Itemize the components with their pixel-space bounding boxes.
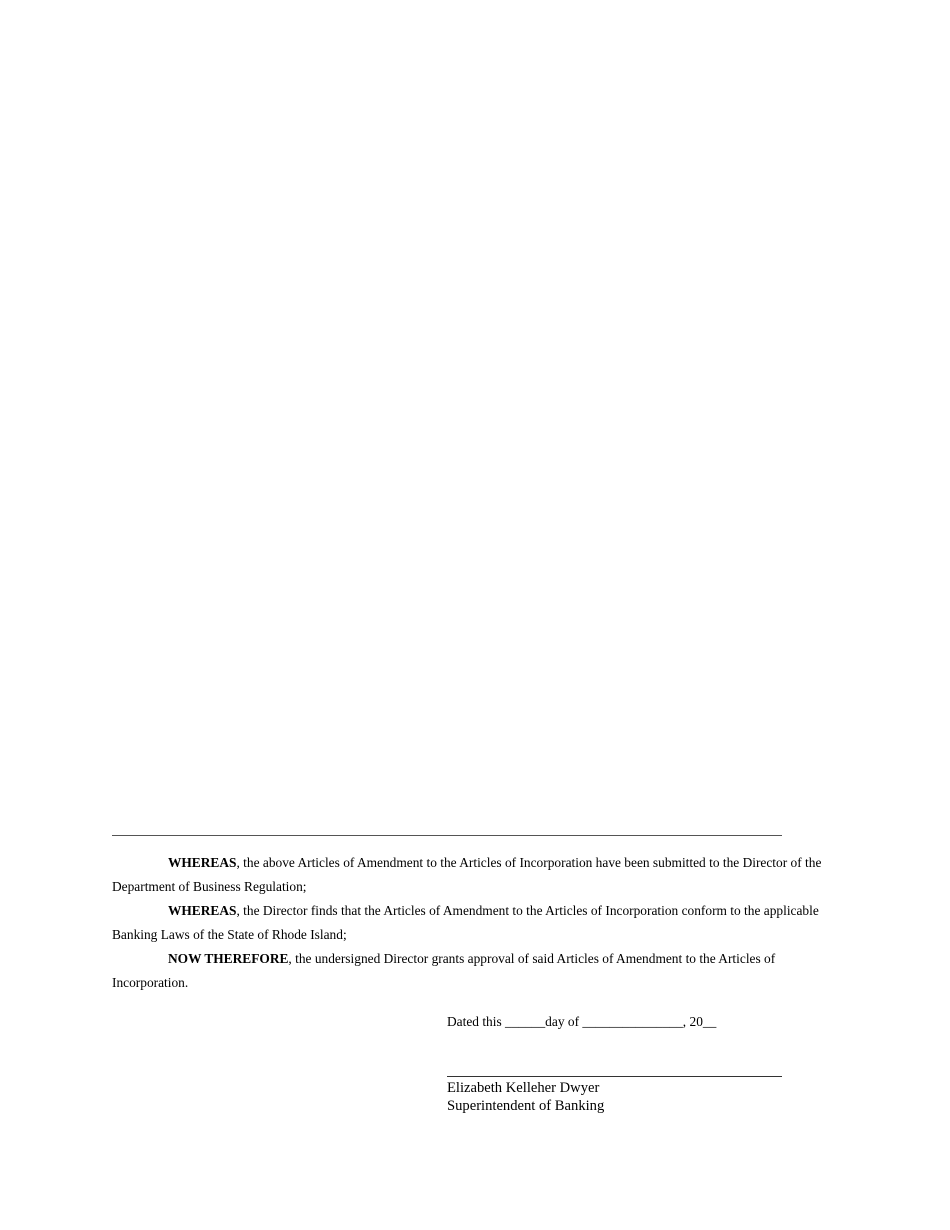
section-divider bbox=[112, 835, 782, 836]
whereas-paragraph-1 bbox=[112, 851, 842, 899]
signatory-name: Elizabeth Kelleher Dwyer bbox=[447, 1080, 600, 1096]
signature-line bbox=[447, 1076, 782, 1077]
paragraph-text: , the above Articles of Amendment to the Articles of Incorporation have been submitted to the Director of the Department of Business Regulation; bbox=[112, 855, 822, 894]
dated-line: Dated this ______day of _______________, 20__ bbox=[447, 1014, 717, 1029]
signatory-title: Superintendent of Banking bbox=[447, 1098, 605, 1114]
paragraph-lead: WHEREAS bbox=[168, 903, 237, 918]
paragraph-lead: WHEREAS bbox=[168, 855, 237, 870]
paragraph-text: , the undersigned Director grants approval of said Articles of Amendment to the Articles of Incorporation. bbox=[112, 951, 776, 990]
whereas-paragraph-2 bbox=[112, 899, 842, 947]
now-therefore-paragraph bbox=[112, 947, 842, 995]
paragraph-lead: NOW THEREFORE bbox=[168, 951, 289, 966]
paragraph-text: , the Director finds that the Articles of Amendment to the Articles of Incorporation conform to the applicable Banking Laws of the State of Rhode Island; bbox=[112, 903, 819, 942]
